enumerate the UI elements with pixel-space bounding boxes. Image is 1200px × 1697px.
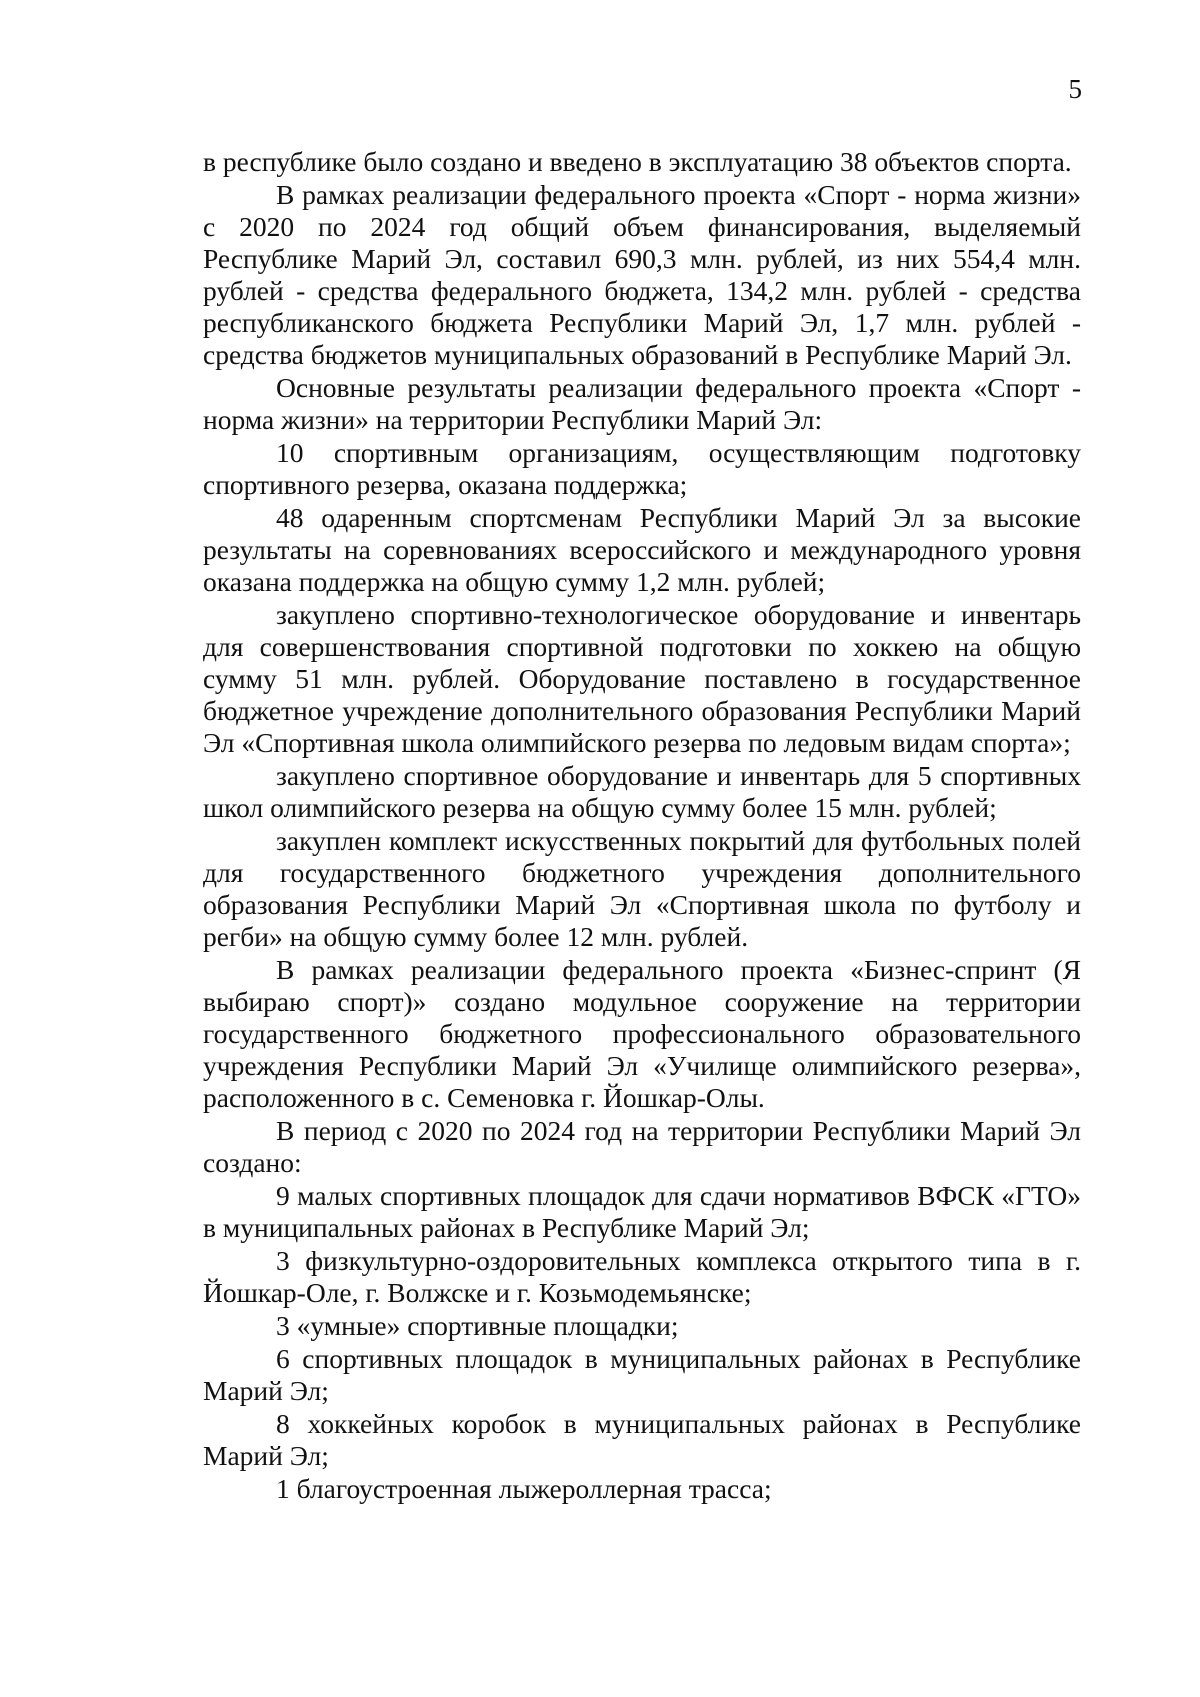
list-item-gto-grounds: 9 малых спортивных площадок для сдачи нормативов ВФСК «ГТО» в муниципальных районах в Республике Марий Эл; — [203, 1180, 1081, 1243]
list-item-roller-ski-track: 1 благоустроенная лыжероллерная трасса; — [276, 1473, 772, 1504]
paragraph-financing: В рамках реализации федерального проекта «Спорт - норма жизни» с 2020 по 2024 год общий объем финансирования, выделяемый Республике Марий Эл, составил 690,3 млн. рублей, из них 554,4 млн. рублей - средства федерального бюджета, 134,2 млн. рублей - средства республиканского бюджета Республики Марий Эл, 1,7 млн. рублей - средства бюджетов муниципальных образований в Республике Марий Эл. — [203, 179, 1081, 370]
list-item-sport-organizations: 10 спортивным организациям, осуществляющим подготовку спортивного резерва, оказана поддержка; — [203, 437, 1081, 500]
document-body — [203, 146, 1081, 1506]
list-item-football-surfaces: закуплен комплект искусственных покрытий для футбольных полей для государственного бюджетного учреждения дополнительного образования Республики Марий Эл «Спортивная школа по футболу и регби» на общую сумму более 12 млн. рублей. — [203, 825, 1081, 952]
list-item-sports-grounds: 6 спортивных площадок в муниципальных районах в Республике Марий Эл; — [203, 1343, 1081, 1406]
paragraph-continuation: в республике было создано и введено в эксплуатацию 38 объектов спорта. — [203, 146, 1072, 177]
list-item-hockey-boxes: 8 хоккейных коробок в муниципальных районах в Республике Марий Эл; — [203, 1408, 1081, 1471]
paragraph-business-sprint: В рамках реализации федерального проекта «Бизнес-спринт (Я выбираю спорт)» создано модульное сооружение на территории государственного бюджетного профессионального образовательного учреждения Республики Марий Эл «Училище олимпийского резерва», расположенного в с. Семеновка г. Йошкар-Олы. — [203, 954, 1081, 1113]
list-item-hockey-equipment: закуплено спортивно-технологическое оборудование и инвентарь для совершенствования спортивной подготовки по хоккею на общую сумму 51 млн. рублей. Оборудование поставлено в государственное бюджетное учреждение дополнительного образования Республики Марий Эл «Спортивная школа олимпийского резерва по ледовым видам спорта»; — [203, 599, 1081, 758]
list-item-smart-grounds: 3 «умные» спортивные площадки; — [276, 1310, 679, 1341]
list-item-fitness-complexes: 3 физкультурно-оздоровительных комплекса открытого типа в г. Йошкар-Оле, г. Волжске и г. Козьмодемьянске; — [203, 1245, 1081, 1308]
list-item-athletes-support: 48 одаренным спортсменам Республики Марий Эл за высокие результаты на соревнованиях всероссийского и международного уровня оказана поддержка на общую сумму 1,2 млн. рублей; — [203, 502, 1081, 597]
paragraph-results-intro: Основные результаты реализации федерального проекта «Спорт - норма жизни» на территории Республики Марий Эл: — [203, 372, 1081, 435]
page-number: 5 — [1068, 74, 1082, 104]
list-item-olympic-schools-equipment: закуплено спортивное оборудование и инвентарь для 5 спортивных школ олимпийского резерва на общую сумму более 15 млн. рублей; — [203, 760, 1081, 823]
paragraph-created-intro: В период с 2020 по 2024 год на территории Республики Марий Эл создано: — [203, 1115, 1081, 1178]
